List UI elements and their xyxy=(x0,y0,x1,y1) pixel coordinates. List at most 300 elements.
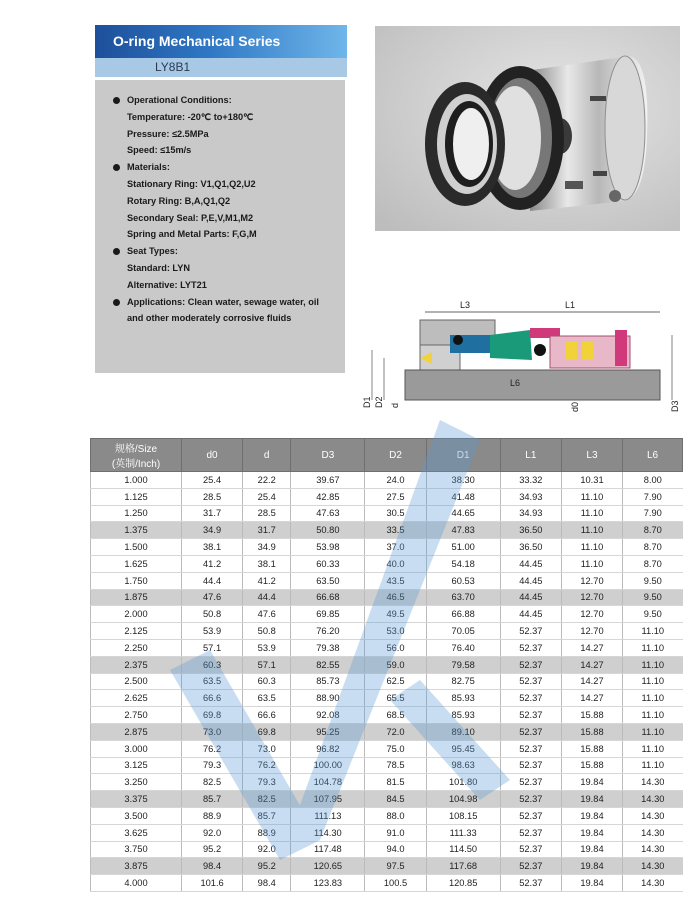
table-cell: 117.48 xyxy=(291,841,365,858)
table-cell: 3.125 xyxy=(91,757,182,774)
table-cell: 120.85 xyxy=(426,875,500,892)
table-cell: 52.37 xyxy=(500,757,561,774)
col-header: L3 xyxy=(561,439,622,472)
table-cell: 47.63 xyxy=(291,505,365,522)
table-cell: 4.000 xyxy=(91,875,182,892)
table-cell: 1.750 xyxy=(91,572,182,589)
table-cell: 31.7 xyxy=(243,522,291,539)
table-row xyxy=(91,791,683,808)
spec-seat-alternative: Alternative: LYT21 xyxy=(127,279,207,290)
bullet-icon xyxy=(113,248,120,255)
table-cell: 79.38 xyxy=(291,639,365,656)
spec-heading xyxy=(113,294,345,311)
table-cell: 33.32 xyxy=(500,472,561,489)
table-cell: 30.5 xyxy=(365,505,426,522)
table-cell: 11.10 xyxy=(561,488,622,505)
table-cell: 114.30 xyxy=(291,824,365,841)
table-cell: 14.30 xyxy=(623,841,683,858)
col-header: d xyxy=(243,439,291,472)
table-cell: 34.9 xyxy=(243,539,291,556)
table-cell: 69.8 xyxy=(243,723,291,740)
table-cell: 2.250 xyxy=(91,639,182,656)
table-cell: 95.2 xyxy=(243,858,291,875)
table-row xyxy=(91,472,683,489)
applications-line-2: and other moderately corrosive fluids xyxy=(127,313,292,324)
table-cell: 73.0 xyxy=(182,723,243,740)
table-cell: 66.88 xyxy=(426,606,500,623)
table-cell: 85.93 xyxy=(426,707,500,724)
spec-spring-metal: Spring and Metal Parts: F,G,M xyxy=(127,229,257,240)
table-cell: 98.63 xyxy=(426,757,500,774)
table-cell: 3.375 xyxy=(91,791,182,808)
table-cell: 7.90 xyxy=(623,505,683,522)
table-cell: 79.58 xyxy=(426,656,500,673)
table-cell: 52.37 xyxy=(500,639,561,656)
table-cell: 11.10 xyxy=(561,505,622,522)
col-header: D2 xyxy=(365,439,426,472)
table-cell: 85.93 xyxy=(426,690,500,707)
table-cell: 88.9 xyxy=(243,824,291,841)
table-cell: 41.2 xyxy=(243,572,291,589)
table-cell: 53.9 xyxy=(243,639,291,656)
table-row xyxy=(91,841,683,858)
table-cell: 38.1 xyxy=(243,555,291,572)
table-cell: 1.500 xyxy=(91,539,182,556)
bullet-icon xyxy=(113,299,120,306)
table-cell: 39.67 xyxy=(291,472,365,489)
table-cell: 73.0 xyxy=(243,740,291,757)
table-cell: 1.125 xyxy=(91,488,182,505)
table-cell: 2.750 xyxy=(91,707,182,724)
table-cell: 11.10 xyxy=(623,723,683,740)
table-cell: 12.70 xyxy=(561,606,622,623)
table-cell: 65.5 xyxy=(365,690,426,707)
table-cell: 10.31 xyxy=(561,472,622,489)
dim-d0: d0 xyxy=(570,401,580,412)
table-cell: 11.10 xyxy=(623,623,683,640)
spec-panel xyxy=(95,80,345,373)
spec-stationary-ring: Stationary Ring: V1,Q1,Q2,U2 xyxy=(127,178,256,189)
table-row xyxy=(91,807,683,824)
spec-heading xyxy=(113,92,345,109)
table-cell: 7.90 xyxy=(623,488,683,505)
table-cell: 52.37 xyxy=(500,875,561,892)
table-cell: 22.2 xyxy=(243,472,291,489)
table-cell: 120.65 xyxy=(291,858,365,875)
table-row xyxy=(91,690,683,707)
table-cell: 3.625 xyxy=(91,824,182,841)
dim-d3: D3 xyxy=(670,400,680,412)
table-row xyxy=(91,875,683,892)
table-cell: 96.82 xyxy=(291,740,365,757)
table-cell: 51.00 xyxy=(426,539,500,556)
mechanical-seal-image xyxy=(375,26,680,231)
table-cell: 42.85 xyxy=(291,488,365,505)
table-cell: 11.10 xyxy=(623,707,683,724)
spec-heading xyxy=(113,243,345,260)
table-cell: 46.5 xyxy=(365,589,426,606)
table-cell: 14.27 xyxy=(561,673,622,690)
table-cell: 69.85 xyxy=(291,606,365,623)
table-cell: 11.10 xyxy=(623,740,683,757)
size-table xyxy=(90,438,683,892)
table-cell: 62.5 xyxy=(365,673,426,690)
dim-d: d xyxy=(390,402,400,408)
dim-l3: L3 xyxy=(460,300,471,310)
table-cell: 57.1 xyxy=(182,639,243,656)
bullet-icon xyxy=(113,97,120,104)
table-cell: 19.84 xyxy=(561,841,622,858)
table-cell: 19.84 xyxy=(561,774,622,791)
table-cell: 2.125 xyxy=(91,623,182,640)
spec-heading xyxy=(113,159,345,176)
table-cell: 36.50 xyxy=(500,522,561,539)
table-cell: 14.30 xyxy=(623,774,683,791)
spec-speed: Speed: ≤15m/s xyxy=(127,145,192,156)
table-row xyxy=(91,774,683,791)
table-cell: 52.37 xyxy=(500,656,561,673)
table-cell: 14.30 xyxy=(623,875,683,892)
table-cell: 9.50 xyxy=(623,589,683,606)
table-cell: 25.4 xyxy=(243,488,291,505)
table-cell: 82.75 xyxy=(426,673,500,690)
table-cell: 1.000 xyxy=(91,472,182,489)
table-cell: 52.37 xyxy=(500,623,561,640)
table-cell: 95.2 xyxy=(182,841,243,858)
table-cell: 104.78 xyxy=(291,774,365,791)
table-cell: 79.3 xyxy=(182,757,243,774)
table-cell: 11.10 xyxy=(623,639,683,656)
col-header: L1 xyxy=(500,439,561,472)
table-cell: 52.37 xyxy=(500,690,561,707)
table-cell: 2.875 xyxy=(91,723,182,740)
table-cell: 11.10 xyxy=(623,757,683,774)
size-header-line-2: (英制/Inch) xyxy=(111,459,161,470)
table-cell: 82.5 xyxy=(243,791,291,808)
table-cell: 85.7 xyxy=(182,791,243,808)
table-cell: 88.0 xyxy=(365,807,426,824)
table-cell: 12.70 xyxy=(561,623,622,640)
table-cell: 15.88 xyxy=(561,757,622,774)
table-cell: 85.73 xyxy=(291,673,365,690)
table-cell: 8.00 xyxy=(623,472,683,489)
series-title: O-ring Mechanical Series xyxy=(95,25,347,58)
table-cell: 3.250 xyxy=(91,774,182,791)
table-row xyxy=(91,707,683,724)
table-row xyxy=(91,623,683,640)
table-cell: 95.25 xyxy=(291,723,365,740)
table-row xyxy=(91,858,683,875)
table-cell: 111.13 xyxy=(291,807,365,824)
table-cell: 66.6 xyxy=(243,707,291,724)
table-row xyxy=(91,589,683,606)
table-cell: 72.0 xyxy=(365,723,426,740)
spec-secondary-seal: Secondary Seal: P,E,V,M1,M2 xyxy=(127,212,254,223)
table-cell: 14.30 xyxy=(623,807,683,824)
col-header: L6 xyxy=(623,439,683,472)
table-cell: 63.70 xyxy=(426,589,500,606)
spec-temperature: Temperature: -20℃ to+180℃ xyxy=(127,111,254,122)
table-row xyxy=(91,723,683,740)
table-cell: 43.5 xyxy=(365,572,426,589)
table-cell: 52.37 xyxy=(500,774,561,791)
table-cell: 34.93 xyxy=(500,488,561,505)
dimension-table xyxy=(90,438,683,892)
table-cell: 3.500 xyxy=(91,807,182,824)
table-cell: 84.5 xyxy=(365,791,426,808)
table-cell: 98.4 xyxy=(182,858,243,875)
table-cell: 27.5 xyxy=(365,488,426,505)
table-cell: 76.2 xyxy=(243,757,291,774)
table-cell: 47.6 xyxy=(243,606,291,623)
table-cell: 82.55 xyxy=(291,656,365,673)
seat-types-heading: Seat Types: xyxy=(127,246,178,257)
table-cell: 11.10 xyxy=(561,539,622,556)
table-cell: 15.88 xyxy=(561,740,622,757)
table-cell: 76.40 xyxy=(426,639,500,656)
table-cell: 60.53 xyxy=(426,572,500,589)
table-cell: 12.70 xyxy=(561,572,622,589)
table-cell: 9.50 xyxy=(623,606,683,623)
table-cell: 68.5 xyxy=(365,707,426,724)
table-cell: 14.27 xyxy=(561,656,622,673)
table-cell: 41.2 xyxy=(182,555,243,572)
table-row xyxy=(91,606,683,623)
table-cell: 11.10 xyxy=(623,656,683,673)
table-cell: 53.0 xyxy=(365,623,426,640)
table-cell: 70.05 xyxy=(426,623,500,640)
table-cell: 25.4 xyxy=(182,472,243,489)
table-row xyxy=(91,572,683,589)
table-cell: 107.95 xyxy=(291,791,365,808)
spec-pressure: Pressure: ≤2.5MPa xyxy=(127,128,209,139)
table-cell: 1.875 xyxy=(91,589,182,606)
table-cell: 50.8 xyxy=(182,606,243,623)
table-cell: 91.0 xyxy=(365,824,426,841)
table-cell: 8.70 xyxy=(623,522,683,539)
dim-d2: D2 xyxy=(374,396,384,408)
table-cell: 8.70 xyxy=(623,539,683,556)
table-cell: 88.90 xyxy=(291,690,365,707)
table-cell: 76.2 xyxy=(182,740,243,757)
table-cell: 50.8 xyxy=(243,623,291,640)
table-cell: 94.0 xyxy=(365,841,426,858)
col-header: D1 xyxy=(426,439,500,472)
table-cell: 44.4 xyxy=(182,572,243,589)
table-cell: 44.4 xyxy=(243,589,291,606)
table-cell: 60.3 xyxy=(243,673,291,690)
table-cell: 101.6 xyxy=(182,875,243,892)
table-cell: 60.33 xyxy=(291,555,365,572)
table-cell: 14.30 xyxy=(623,824,683,841)
table-cell: 8.70 xyxy=(623,555,683,572)
table-cell: 47.6 xyxy=(182,589,243,606)
table-cell: 52.37 xyxy=(500,841,561,858)
table-cell: 98.4 xyxy=(243,875,291,892)
table-row xyxy=(91,639,683,656)
table-cell: 88.9 xyxy=(182,807,243,824)
table-cell: 59.0 xyxy=(365,656,426,673)
table-cell: 52.37 xyxy=(500,824,561,841)
table-cell: 11.10 xyxy=(623,690,683,707)
table-cell: 40.0 xyxy=(365,555,426,572)
table-cell: 11.10 xyxy=(623,673,683,690)
table-cell: 31.7 xyxy=(182,505,243,522)
table-cell: 44.65 xyxy=(426,505,500,522)
table-cell: 53.98 xyxy=(291,539,365,556)
table-cell: 19.84 xyxy=(561,824,622,841)
table-body xyxy=(91,472,683,892)
table-cell: 57.1 xyxy=(243,656,291,673)
table-cell: 54.18 xyxy=(426,555,500,572)
table-cell: 14.30 xyxy=(623,858,683,875)
table-cell: 92.08 xyxy=(291,707,365,724)
table-cell: 82.5 xyxy=(182,774,243,791)
table-cell: 19.84 xyxy=(561,875,622,892)
series-title-block xyxy=(95,25,347,77)
table-cell: 66.68 xyxy=(291,589,365,606)
table-cell: 19.84 xyxy=(561,858,622,875)
table-cell: 11.10 xyxy=(561,522,622,539)
table-cell: 85.7 xyxy=(243,807,291,824)
table-cell: 41.48 xyxy=(426,488,500,505)
model-label: LY8B1 xyxy=(95,58,347,77)
table-cell: 38.1 xyxy=(182,539,243,556)
table-cell: 79.3 xyxy=(243,774,291,791)
col-header: d0 xyxy=(182,439,243,472)
table-cell: 95.45 xyxy=(426,740,500,757)
table-cell: 52.37 xyxy=(500,707,561,724)
table-cell: 108.15 xyxy=(426,807,500,824)
product-photo xyxy=(375,26,680,231)
table-cell: 52.37 xyxy=(500,673,561,690)
spec-seat-standard: Standard: LYN xyxy=(127,262,190,273)
materials-heading: Materials: xyxy=(127,162,170,173)
table-cell: 104.98 xyxy=(426,791,500,808)
table-cell: 19.84 xyxy=(561,807,622,824)
col-header: D3 xyxy=(291,439,365,472)
table-cell: 100.00 xyxy=(291,757,365,774)
table-cell: 14.27 xyxy=(561,690,622,707)
table-cell: 56.0 xyxy=(365,639,426,656)
table-cell: 33.5 xyxy=(365,522,426,539)
table-row xyxy=(91,673,683,690)
table-cell: 44.45 xyxy=(500,589,561,606)
table-cell: 123.83 xyxy=(291,875,365,892)
table-cell: 69.8 xyxy=(182,707,243,724)
table-cell: 117.68 xyxy=(426,858,500,875)
table-cell: 2.625 xyxy=(91,690,182,707)
table-cell: 3.875 xyxy=(91,858,182,875)
table-cell: 52.37 xyxy=(500,807,561,824)
table-cell: 75.0 xyxy=(365,740,426,757)
table-row xyxy=(91,505,683,522)
table-cell: 66.6 xyxy=(182,690,243,707)
table-cell: 52.37 xyxy=(500,791,561,808)
table-cell: 78.5 xyxy=(365,757,426,774)
table-cell: 9.50 xyxy=(623,572,683,589)
table-cell: 44.45 xyxy=(500,555,561,572)
table-cell: 49.5 xyxy=(365,606,426,623)
table-cell: 3.000 xyxy=(91,740,182,757)
table-cell: 34.9 xyxy=(182,522,243,539)
table-cell: 63.5 xyxy=(182,673,243,690)
table-cell: 34.93 xyxy=(500,505,561,522)
table-cell: 12.70 xyxy=(561,589,622,606)
table-cell: 1.625 xyxy=(91,555,182,572)
table-cell: 2.000 xyxy=(91,606,182,623)
table-cell: 19.84 xyxy=(561,791,622,808)
table-cell: 2.500 xyxy=(91,673,182,690)
table-row xyxy=(91,740,683,757)
table-cell: 38.30 xyxy=(426,472,500,489)
table-cell: 3.750 xyxy=(91,841,182,858)
table-cell: 14.27 xyxy=(561,639,622,656)
table-cell: 11.10 xyxy=(561,555,622,572)
table-cell: 36.50 xyxy=(500,539,561,556)
table-cell: 52.37 xyxy=(500,723,561,740)
size-header xyxy=(91,439,182,472)
cross-section-drawing xyxy=(360,290,685,415)
dim-l6: L6 xyxy=(510,378,521,388)
table-cell: 37.0 xyxy=(365,539,426,556)
bullet-icon xyxy=(113,164,120,171)
table-cell: 44.45 xyxy=(500,606,561,623)
table-cell: 15.88 xyxy=(561,707,622,724)
table-cell: 89.10 xyxy=(426,723,500,740)
table-cell: 63.5 xyxy=(243,690,291,707)
dim-d1: D1 xyxy=(362,396,372,408)
table-row xyxy=(91,757,683,774)
table-cell: 92.0 xyxy=(182,824,243,841)
table-cell: 52.37 xyxy=(500,858,561,875)
table-cell: 14.30 xyxy=(623,791,683,808)
table-cell: 24.0 xyxy=(365,472,426,489)
table-cell: 50.80 xyxy=(291,522,365,539)
table-cell: 53.9 xyxy=(182,623,243,640)
table-cell: 114.50 xyxy=(426,841,500,858)
table-row xyxy=(91,488,683,505)
table-cell: 28.5 xyxy=(182,488,243,505)
table-cell: 63.50 xyxy=(291,572,365,589)
table-header-row xyxy=(91,439,683,472)
table-cell: 76.20 xyxy=(291,623,365,640)
table-cell: 92.0 xyxy=(243,841,291,858)
table-cell: 44.45 xyxy=(500,572,561,589)
size-header-line-1: 规格/Size xyxy=(114,444,158,455)
table-cell: 97.5 xyxy=(365,858,426,875)
dim-l1: L1 xyxy=(565,300,576,310)
table-row xyxy=(91,522,683,539)
table-cell: 111.33 xyxy=(426,824,500,841)
table-row xyxy=(91,539,683,556)
table-cell: 47.83 xyxy=(426,522,500,539)
table-row xyxy=(91,656,683,673)
applications-line-1: Applications: Clean water, sewage water, oil xyxy=(127,296,319,307)
table-row xyxy=(91,824,683,841)
table-row xyxy=(91,555,683,572)
table-cell: 28.5 xyxy=(243,505,291,522)
cross-section-svg xyxy=(360,290,685,415)
table-cell: 81.5 xyxy=(365,774,426,791)
spec-rotary-ring: Rotary Ring: B,A,Q1,Q2 xyxy=(127,195,231,206)
table-cell: 15.88 xyxy=(561,723,622,740)
table-cell: 2.375 xyxy=(91,656,182,673)
table-cell: 101.80 xyxy=(426,774,500,791)
table-cell: 52.37 xyxy=(500,740,561,757)
operational-heading: Operational Conditions: xyxy=(127,95,232,105)
table-cell: 60.3 xyxy=(182,656,243,673)
